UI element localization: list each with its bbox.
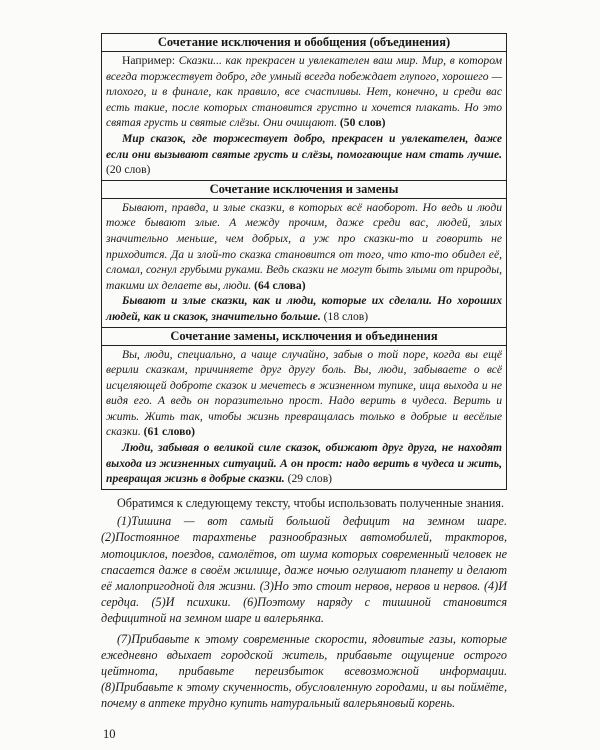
exercise-text-paragraph-1: (1)Тишина — вот самый большой дефицит на земном шаре. (2)Постоянное тарахтенье разнообразных автомобилей, тракторов, мотоциклов, поездов, самолётов, от шума которых современный человек не спасается даже в своём жилище, даже ночью оглушают планету и делают её малопригодной для жизни. (3)Но это стоит нервов, нервов и нервов. (4)И сердца. (5)И психики. (6)Поэтому наряду с тишиной становится дефицитной на земном шаре и валерьянка.	[101, 514, 507, 626]
summary-methods-table	[101, 33, 507, 490]
section-2-text	[106, 200, 502, 294]
section-1-text-content: Сказки... как прекрасен и увлекателен ваш мир. Мир, в котором всегда торжествует добро, где умный всегда побеждает глупого, хорошего — плохого, и в финале, как правило, все счастливы. Нет, конечно, и среди вас есть такие, после которых становится грустно и хочется плакать. Но это святая грусть и святые слёзы. Они очищают.	[106, 54, 502, 130]
exercise-intro: Обратимся к следующему тексту, чтобы использовать полученные знания.	[117, 496, 505, 510]
section-1-body	[102, 52, 506, 181]
section-2-count: (64 слова)	[254, 278, 306, 292]
section-2-summary-text: Бывают и злые сказки, как и люди, которые их сделали. Но хороших людей, как и сказок, значительно больше.	[106, 294, 502, 323]
section-1-count: (50 слов)	[339, 116, 386, 130]
section-1-text	[106, 53, 502, 131]
section-1-intro-label: Например:	[122, 54, 179, 67]
section-2-body	[102, 199, 506, 328]
section-1-title: Сочетание исключения и обобщения (объединения)	[102, 34, 506, 52]
section-3-body	[102, 346, 506, 489]
exercise-block	[101, 495, 507, 712]
section-1-summary	[106, 131, 502, 178]
section-2-title: Сочетание исключения и замены	[102, 181, 506, 199]
section-1-summary-text: Мир сказок, где торжествует добро, прекрасен и увлекателен, даже если они вызывают святые грусть и слёзы, помогающие нам стать лучше.	[106, 131, 502, 161]
section-3-summary-count: (29 слов)	[287, 472, 333, 486]
section-3-count: (61 слово)	[143, 425, 195, 439]
section-3-summary	[106, 440, 502, 487]
section-3-text	[106, 347, 502, 441]
section-2-summary-count: (18 слов)	[323, 309, 369, 323]
section-3-summary-text: Люди, забывая о великой силе сказок, обижают друг друга, не находят выхода из жизненных ситуаций. А он прост: надо верить в чудеса и жить, превращая жизнь в добрые сказки.	[106, 441, 502, 486]
section-2-summary	[106, 293, 502, 324]
section-3-text-content: Вы, люди, специально, а чаще случайно, забыв о той поре, когда вы ещё верили сказкам, причиняете друг другу боль. Вы, люди, забываете о всё исцеляющей доброте сказок и мечетесь в жизненном тупике, ища выхода и не видя его. А ведь он поразительно прост. Надо верить в чудеса. Верить и жить. Жить так, чтобы жизнь превращалась только в добрые и весёлые сказки.	[106, 347, 502, 439]
section-2-text-content: Бывают, правда, и злые сказки, в которых всё наоборот. Но ведь и люди тоже бывают злые. А между прочим, даже среди вас, людей, злых значительно меньше, чем добрых, а уж про сказки-то и говорить не приходится. Да и злой-то сказка становится от того, что кто-то обидел её, сломал, согнул грубыми руками. Ведь сказки не могут быть злыми от природы, такими их делаете вы, люди.	[106, 200, 502, 292]
page-number: 10	[103, 727, 116, 741]
section-1-summary-count: (20 слов)	[106, 163, 151, 177]
section-3-title: Сочетание замены, исключения и объединения	[102, 328, 506, 346]
exercise-text-paragraph-2: (7)Прибавьте к этому современные скорости, ядовитые газы, которые ежедневно вдыхает городской житель, прибавьте ощущение острого цейтнота, прибавьте переизбыток всевозможной информации. (8)Прибавьте к этому скученность, обусловленную городами, и вы поймёте, почему в аптеке трудно купить натуральный валерьяновый корень.	[101, 631, 507, 711]
